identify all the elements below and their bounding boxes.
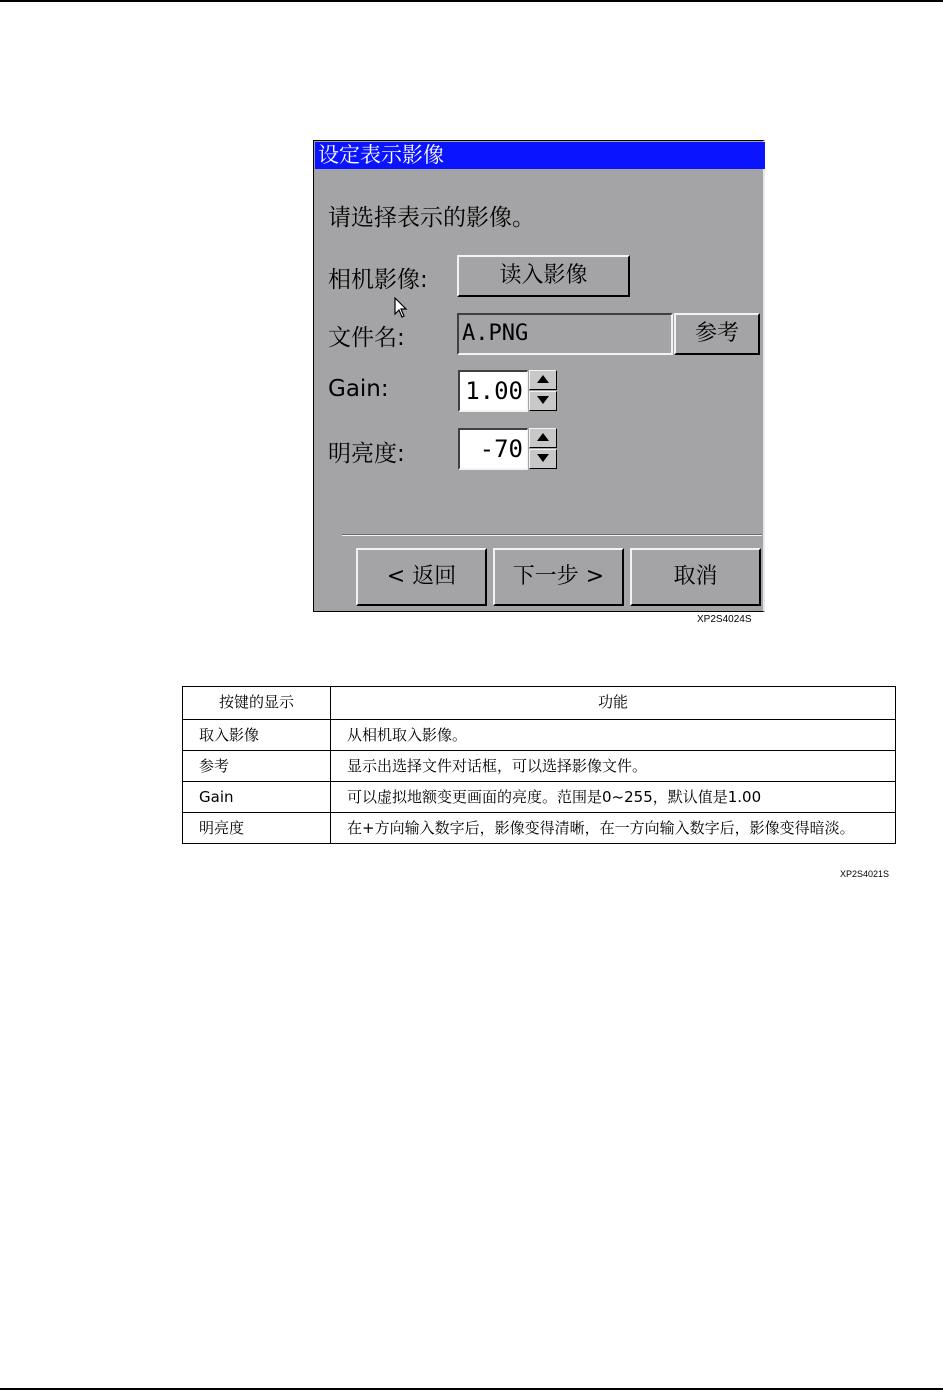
table-cell-desc: 可以虚拟地额变更画面的亮度。范围是0~255，默认值是1.00 xyxy=(331,782,896,813)
gain-increment-button[interactable] xyxy=(529,370,557,390)
down-triangle-icon xyxy=(537,454,549,462)
table-header-row xyxy=(183,687,896,720)
table-cell-key: 明亮度 xyxy=(183,813,331,844)
table-cell-key: 取入影像 xyxy=(183,720,331,751)
up-triangle-icon xyxy=(537,375,549,383)
brightness-increment-button[interactable] xyxy=(529,428,557,448)
down-triangle-icon xyxy=(537,396,549,404)
table-header-key: 按键的显示 xyxy=(183,687,331,720)
table-cell-key: Gain xyxy=(183,782,331,813)
next-button[interactable]: 下一步 > xyxy=(493,548,624,606)
dialog-figure-code: XP2S4024S xyxy=(697,614,752,625)
read-image-button[interactable]: 读入影像 xyxy=(457,255,630,297)
up-triangle-icon xyxy=(537,433,549,441)
gain-label: Gain: xyxy=(328,376,389,402)
table-header-function: 功能 xyxy=(331,687,896,720)
set-display-image-dialog xyxy=(313,140,765,612)
cancel-button[interactable]: 取消 xyxy=(630,548,761,606)
button-separator xyxy=(342,534,762,536)
page-bottom-rule xyxy=(0,1388,943,1390)
button-function-table xyxy=(182,686,896,844)
browse-button[interactable]: 参考 xyxy=(674,313,760,355)
page-top-rule xyxy=(0,0,943,2)
gain-input[interactable]: 1.00 xyxy=(458,370,528,412)
brightness-input[interactable]: -70 xyxy=(458,428,528,470)
back-button[interactable]: < 返回 xyxy=(356,548,487,606)
camera-image-label: 相机影像: xyxy=(328,267,428,293)
table-row xyxy=(183,813,896,844)
table-row xyxy=(183,751,896,782)
dialog-title-bar: 设定表示影像 xyxy=(315,142,765,169)
file-name-field[interactable]: A.PNG xyxy=(457,313,673,355)
table-cell-desc: 在+方向输入数字后，影像变得清晰，在一方向输入数字后，影像变得暗淡。 xyxy=(331,813,896,844)
table-cell-key: 参考 xyxy=(183,751,331,782)
dialog-prompt: 请选择表示的影像。 xyxy=(328,205,535,231)
table-row xyxy=(183,782,896,813)
table-row xyxy=(183,720,896,751)
brightness-decrement-button[interactable] xyxy=(529,449,557,469)
gain-decrement-button[interactable] xyxy=(529,391,557,411)
table-cell-desc: 显示出选择文件对话框，可以选择影像文件。 xyxy=(331,751,896,782)
brightness-label: 明亮度: xyxy=(328,441,405,467)
file-name-label: 文件名: xyxy=(328,325,405,351)
table-figure-code: XP2S4021S xyxy=(840,869,890,879)
table-cell-desc: 从相机取入影像。 xyxy=(331,720,896,751)
mouse-pointer-icon xyxy=(394,297,408,319)
